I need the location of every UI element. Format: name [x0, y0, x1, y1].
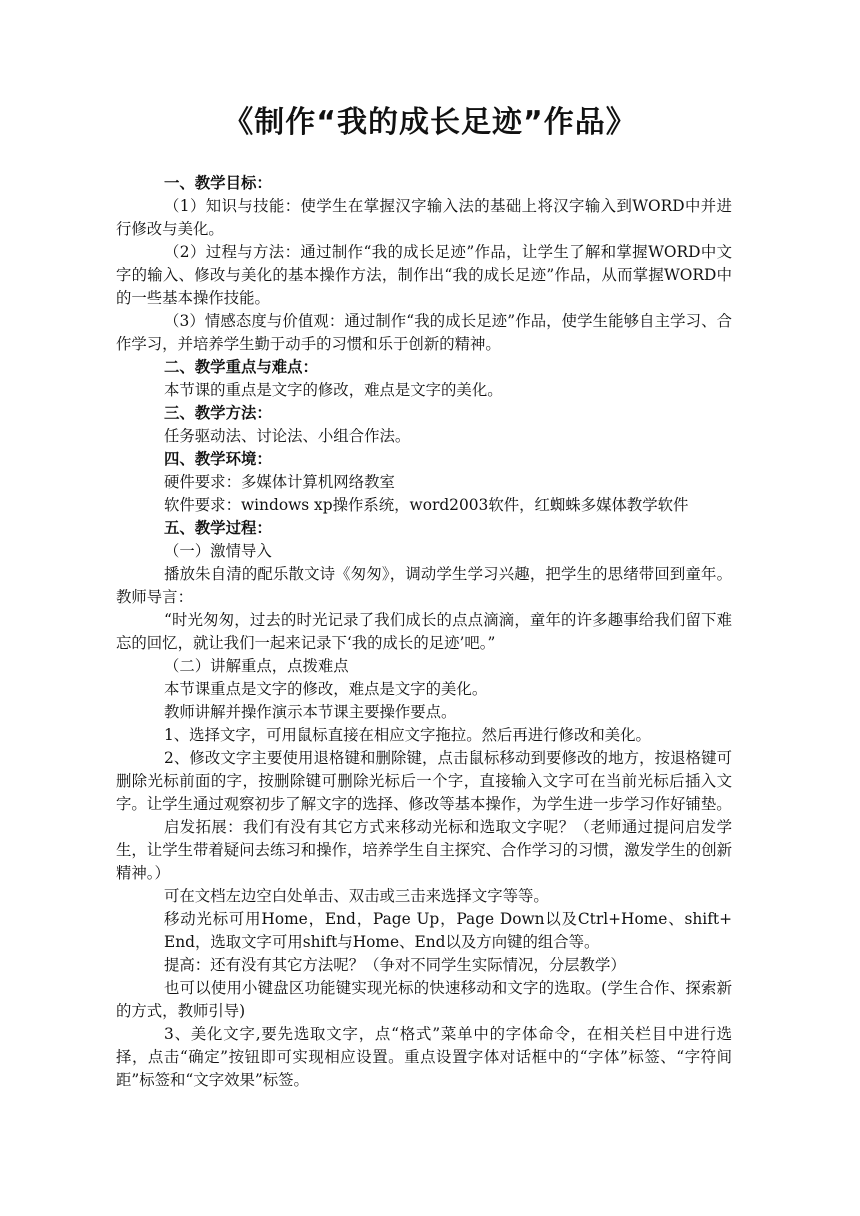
paragraph: 本节课的重点是文字的修改，难点是文字的美化。 [164, 381, 503, 399]
paragraph: 启发拓展：我们有没有其它方式来移动光标和选取文字呢？（老师通过提问启发学生，让学生带着疑问去练习和操作，培养学生自主探究、合作学习的习惯，激发学生的创新精神。） [116, 818, 732, 882]
document-title: 《制作“我的成长足迹”作品》 [223, 105, 637, 140]
section-heading: 四、教学环境： [164, 450, 272, 468]
section-heading: 二、教学重点与难点： [164, 358, 318, 376]
section-heading: 三、教学方法： [164, 404, 272, 422]
paragraph: 提高：还有没有其它方法呢？（争对不同学生实际情况，分层教学） [164, 956, 626, 974]
paragraph: 1、选择文字，可用鼠标直接在相应文字拖拉。然后再进行修改和美化。 [164, 726, 651, 744]
paragraph: 播放朱自清的配乐散文诗《匆匆》，调动学生学习兴趣，把学生的思绪带回到童年。教师导言： [116, 565, 732, 606]
paragraph: （3）情感态度与价值观：通过制作“我的成长足迹”作品，使学生能够自主学习、合作学习，并培养学生勤于动手的习惯和乐于创新的精神。 [116, 312, 732, 353]
paragraph: 可在文档左边空白处单击、双击或三击来选择文字等等。 [164, 887, 549, 905]
paragraph: 任务驱动法、讨论法、小组合作法。 [164, 427, 411, 445]
paragraph: 也可以使用小键盘区功能键实现光标的快速移动和文字的选取。(学生合作、探索新的方式，教师引导) [116, 979, 732, 1020]
subsection-heading: （二）讲解重点，点拨难点 [164, 657, 349, 675]
paragraph: （1）知识与技能：使学生在掌握汉字输入法的基础上将汉字输入到WORD中并进行修改与美化。 [116, 197, 732, 238]
paragraph: （2）过程与方法：通过制作“我的成长足迹”作品，让学生了解和掌握WORD中文字的输入、修改与美化的基本操作方法，制作出“我的成长足迹”作品，从而掌握WORD中的一些基本操作技能。 [116, 243, 732, 307]
section-heading: 一、教学目标： [164, 174, 272, 192]
paragraph: “时光匆匆，过去的时光记录了我们成长的点点滴滴，童年的许多趣事给我们留下难忘的回忆，就让我们一起来记录下‘我的成长的足迹’吧。” [116, 611, 732, 652]
subsection-heading: （一）激情导入 [164, 542, 272, 560]
paragraph: 移动光标可用Home，End，Page Up，Page Down以及Ctrl+Home、shift+ End，选取文字可用shift与Home、End以及方向键的组合等。 [164, 910, 732, 951]
document-body [116, 172, 732, 1092]
paragraph: 软件要求：windows xp操作系统，word2003软件，红蜘蛛多媒体教学软件 [164, 496, 689, 514]
paragraph: 教师讲解并操作演示本节课主要操作要点。 [164, 703, 457, 721]
section-heading: 五、教学过程： [164, 519, 272, 537]
paragraph: 硬件要求：多媒体计算机网络教室 [164, 473, 395, 491]
paragraph: 本节课重点是文字的修改，难点是文字的美化。 [164, 680, 488, 698]
paragraph: 2、修改文字主要使用退格键和删除键，点击鼠标移动到要修改的地方，按退格键可删除光标前面的字，按删除键可删除光标后一个字，直接输入文字可在当前光标后插入文字。让学生通过观察初步了解文字的选择、修改等基本操作，为学生进一步学习作好铺垫。 [116, 749, 732, 813]
paragraph: 3、美化文字,要先选取文字，点“格式”菜单中的字体命令，在相关栏目中进行选择，点击“确定”按钮即可实现相应设置。重点设置字体对话框中的“字体”标签、“字符间距”标签和“文字效果”标签。 [116, 1025, 732, 1089]
